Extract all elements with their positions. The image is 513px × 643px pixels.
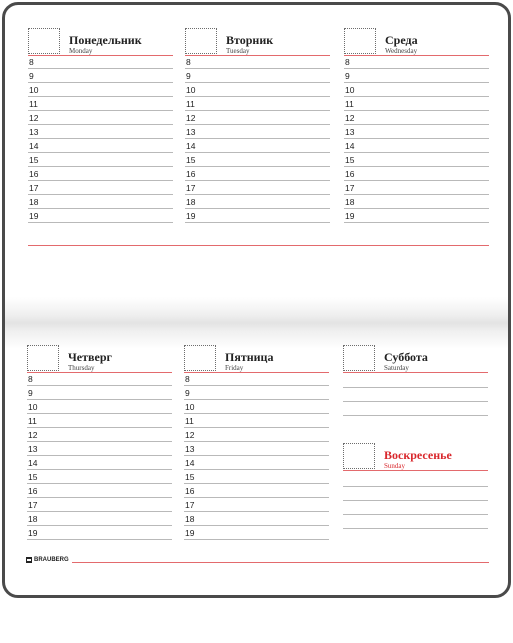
hour-label: 9: [28, 388, 33, 398]
hour-line[interactable]: [344, 82, 489, 83]
hour-line[interactable]: [185, 82, 330, 83]
hour-line[interactable]: [28, 124, 173, 125]
hour-line[interactable]: [184, 483, 329, 484]
hour-label: 16: [345, 169, 355, 179]
day-name: Пятница: [225, 350, 274, 364]
hour-label: 14: [185, 458, 195, 468]
top-section-bottom-rule: [28, 245, 489, 246]
header-rule: [27, 372, 172, 373]
hour-line[interactable]: [185, 96, 330, 97]
hour-line[interactable]: [27, 511, 172, 512]
hour-label: 15: [186, 155, 196, 165]
hour-line[interactable]: [28, 208, 173, 209]
hour-label: 18: [29, 197, 39, 207]
hour-label: 18: [345, 197, 355, 207]
hour-label: 15: [185, 472, 195, 482]
hour-line[interactable]: [184, 539, 329, 540]
hour-label: 14: [186, 141, 196, 151]
hour-line[interactable]: [28, 222, 173, 223]
header-rule: [28, 55, 173, 56]
brand-logo: [26, 557, 69, 563]
day-name: Вторник: [226, 33, 274, 47]
hour-line[interactable]: [185, 180, 330, 181]
bottom-section-bottom-rule: [72, 562, 489, 563]
hour-label: 8: [186, 57, 191, 67]
day-name-english: Tuesday: [226, 47, 250, 55]
hour-line[interactable]: [27, 385, 172, 386]
hour-line[interactable]: [27, 483, 172, 484]
note-line[interactable]: [343, 486, 488, 487]
hour-label: 18: [28, 514, 38, 524]
date-box[interactable]: [27, 345, 59, 371]
date-box[interactable]: [184, 345, 216, 371]
hour-line[interactable]: [27, 427, 172, 428]
hour-label: 10: [29, 85, 39, 95]
header-rule: [184, 372, 329, 373]
hour-label: 15: [29, 155, 39, 165]
hour-label: 13: [185, 444, 195, 454]
hour-line[interactable]: [344, 194, 489, 195]
day-block-friday: [184, 345, 329, 545]
hour-line[interactable]: [184, 525, 329, 526]
hour-line[interactable]: [184, 441, 329, 442]
hour-label: 12: [185, 430, 195, 440]
hour-line[interactable]: [344, 96, 489, 97]
hour-label: 11: [345, 99, 354, 109]
hour-line[interactable]: [184, 511, 329, 512]
hour-line[interactable]: [27, 525, 172, 526]
day-block-thursday: [27, 345, 172, 545]
hour-line[interactable]: [27, 539, 172, 540]
hour-line[interactable]: [27, 441, 172, 442]
hour-label: 12: [186, 113, 196, 123]
page-fold-gutter: [5, 297, 508, 349]
note-line[interactable]: [343, 514, 488, 515]
note-line[interactable]: [343, 387, 488, 388]
day-name-english: Friday: [225, 364, 244, 372]
hour-line[interactable]: [344, 180, 489, 181]
hour-label: 10: [185, 402, 195, 412]
hour-label: 13: [28, 444, 38, 454]
hour-line[interactable]: [27, 469, 172, 470]
hour-label: 8: [345, 57, 350, 67]
hour-line[interactable]: [28, 68, 173, 69]
hour-line[interactable]: [344, 124, 489, 125]
date-box[interactable]: [28, 28, 60, 54]
hour-label: 17: [185, 500, 195, 510]
day-name: Воскресенье: [384, 448, 452, 462]
hour-label: 9: [29, 71, 34, 81]
hour-label: 19: [345, 211, 355, 221]
hour-label: 14: [29, 141, 39, 151]
note-line[interactable]: [343, 528, 488, 529]
hour-line[interactable]: [185, 138, 330, 139]
hour-line[interactable]: [28, 166, 173, 167]
hour-label: 13: [29, 127, 39, 137]
day-block-tuesday: [185, 28, 330, 228]
hour-line[interactable]: [27, 497, 172, 498]
hour-line[interactable]: [185, 152, 330, 153]
hour-line[interactable]: [28, 152, 173, 153]
day-name: Понедельник: [69, 33, 142, 47]
hour-line[interactable]: [185, 222, 330, 223]
hour-label: 17: [345, 183, 355, 193]
hour-label: 8: [29, 57, 34, 67]
hour-line[interactable]: [185, 68, 330, 69]
hour-label: 12: [29, 113, 39, 123]
hour-line[interactable]: [344, 166, 489, 167]
hour-label: 18: [186, 197, 196, 207]
hour-label: 11: [186, 99, 195, 109]
hour-label: 15: [345, 155, 355, 165]
hour-label: 17: [28, 500, 38, 510]
hour-line[interactable]: [27, 399, 172, 400]
hour-label: 14: [28, 458, 38, 468]
hour-label: 8: [185, 374, 190, 384]
header-rule: [343, 372, 488, 373]
day-name: Суббота: [384, 350, 428, 364]
day-name-english: Saturday: [384, 364, 409, 372]
brand-name: BRAUBERG: [34, 557, 69, 563]
hour-label: 19: [186, 211, 196, 221]
hour-label: 12: [28, 430, 38, 440]
hour-label: 9: [186, 71, 191, 81]
hour-line[interactable]: [27, 413, 172, 414]
day-name: Среда: [385, 33, 418, 47]
day-name-english: Thursday: [68, 364, 95, 372]
hour-label: 19: [185, 528, 195, 538]
hour-label: 15: [28, 472, 38, 482]
hour-line[interactable]: [28, 96, 173, 97]
day-name-english: Wednesday: [385, 47, 418, 55]
date-box[interactable]: [343, 345, 375, 371]
hour-label: 11: [29, 99, 38, 109]
hour-label: 16: [28, 486, 38, 496]
header-rule: [185, 55, 330, 56]
hour-line[interactable]: [28, 138, 173, 139]
day-name: Четверг: [68, 350, 112, 364]
hour-line[interactable]: [185, 166, 330, 167]
note-line[interactable]: [343, 500, 488, 501]
hour-label: 10: [186, 85, 196, 95]
hour-line[interactable]: [185, 194, 330, 195]
hour-line[interactable]: [185, 208, 330, 209]
hour-label: 17: [29, 183, 39, 193]
hour-label: 10: [28, 402, 38, 412]
brauberg-logo-icon: [26, 557, 32, 563]
date-box[interactable]: [343, 443, 375, 469]
hour-line[interactable]: [184, 399, 329, 400]
note-line[interactable]: [343, 415, 488, 416]
header-rule: [343, 470, 488, 471]
hour-label: 19: [29, 211, 39, 221]
hour-label: 13: [345, 127, 355, 137]
hour-line[interactable]: [344, 222, 489, 223]
hour-line[interactable]: [185, 110, 330, 111]
hour-label: 16: [29, 169, 39, 179]
hour-line[interactable]: [184, 455, 329, 456]
hour-line[interactable]: [28, 110, 173, 111]
hour-line[interactable]: [184, 497, 329, 498]
day-block-sunday: [343, 443, 488, 643]
hour-line[interactable]: [344, 68, 489, 69]
hour-line[interactable]: [344, 138, 489, 139]
hour-label: 12: [345, 113, 355, 123]
hour-label: 17: [186, 183, 196, 193]
hour-line[interactable]: [185, 124, 330, 125]
hour-label: 11: [185, 416, 194, 426]
day-block-wednesday: [344, 28, 489, 228]
hour-label: 8: [28, 374, 33, 384]
date-box[interactable]: [185, 28, 217, 54]
hour-label: 10: [345, 85, 355, 95]
hour-line[interactable]: [184, 427, 329, 428]
hour-line[interactable]: [27, 455, 172, 456]
note-line[interactable]: [343, 401, 488, 402]
hour-label: 19: [28, 528, 38, 538]
hour-line[interactable]: [184, 469, 329, 470]
hour-line[interactable]: [28, 194, 173, 195]
date-box[interactable]: [344, 28, 376, 54]
hour-line[interactable]: [28, 180, 173, 181]
day-block-monday: [28, 28, 173, 228]
hour-label: 11: [28, 416, 37, 426]
hour-line[interactable]: [344, 208, 489, 209]
hour-label: 9: [185, 388, 190, 398]
hour-label: 14: [345, 141, 355, 151]
day-name-english: Sunday: [384, 462, 405, 470]
hour-line[interactable]: [28, 82, 173, 83]
hour-label: 16: [185, 486, 195, 496]
hour-label: 13: [186, 127, 196, 137]
day-name-english: Monday: [69, 47, 93, 55]
hour-label: 16: [186, 169, 196, 179]
hour-line[interactable]: [184, 413, 329, 414]
hour-line[interactable]: [184, 385, 329, 386]
hour-label: 18: [185, 514, 195, 524]
hour-label: 9: [345, 71, 350, 81]
hour-line[interactable]: [344, 152, 489, 153]
header-rule: [344, 55, 489, 56]
hour-line[interactable]: [344, 110, 489, 111]
